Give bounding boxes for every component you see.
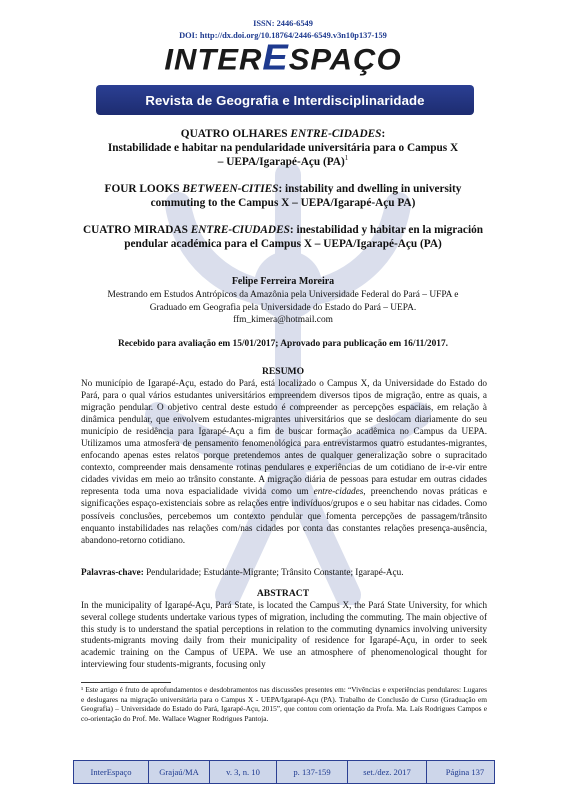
footnote: ¹ Este artigo é fruto de aprofundamentos e desdobramentos nas discussões presentes em: “Vivências e experiências pendulares: Lugares e deslugares na migração universitária para o Campus X - UEPA/Igarapé-Açu (PA). Trabalho de Conclusão de Curso (Graduação em Geografia) – Universidade do Estado do Pará, Igarapé-Açu, 2015”, que contou com orientação da Profa. Ma. Laís Rodrigues Campos e co-orientação do Prof. Me. Wallace Wagner Rodrigues Pantoja.: [81, 685, 487, 724]
footer-period: set./dez. 2017: [348, 761, 427, 783]
author-email[interactable]: ffm_kimera@hotmail.com: [233, 315, 333, 326]
footnote-marker[interactable]: 1: [344, 154, 349, 163]
title-portuguese: QUATRO OLHARES ENTRE-CIDADES: Instabilidade e habitar na pendularidade universitária para o Campus X – UEPA/Igarapé-Açu (PA)$^1$: [107, 128, 459, 168]
abstract-heading: ABSTRACT: [256, 588, 310, 599]
abstract-text: In the municipality of Igarapé-Açu, Pará State, is located the Campus X, the Pará State University, for which several college students undertake various types of migration, including the commuting. The main objective of this study is to understand the spatial perceptions in relation to the commuting dynamics involving university students-migrants moving daily from their municipality of residence for Igarapé-Açu, in order to seek academic training on the Campus of UEPA. We use an atmosphere of phenomenological thought for interviewing four students-migrants, focusing only: [81, 600, 487, 669]
footer-volume: v. 3, n. 10: [210, 761, 277, 783]
author-name: Felipe Ferreira Moreira: [231, 276, 335, 287]
logo-wordmark: INTERESPAÇO: [164, 37, 402, 78]
resumo-heading: RESUMO: [261, 366, 305, 377]
footnote-divider: [81, 682, 171, 683]
resumo-text: No município de Igarapé-Açu, estado do Pará, está localizado o Campus X, da Universidade do Estado do Pará, para o qual vários estudantes universitários empreendem diversos tipos de migração, entre as quais, a migração pendular. O objetivo central deste estudo é compreender as percepções espaciais, em relação à dinâmica pendular, que envolvem estudantes-migrantes universitários que se deslocam diariamente do seu município de residência para Igarapé-Açu a fim de buscar formação acadêmica no Campus da UEPA. Utilizamos uma atmosfera de pensamento fenomenológica para entrevistarmos quatro estudantes-migrantes, enfocando apenas estes relatos porque pretendemos antes de qualquer generalização sobre o supracitado contexto, compreender mais densamente rotinas pendulares e experiências de um cotidiano de ir-e-vir entre cidades vividas em meio ao trânsito constante. A migração diária de pessoas para estudar em outras cidades representa toda uma nova espacialidade vivida como um entre-cidades, preenchendo novas práticas e significações espaço-existenciais sobre as relações entre indivíduos/grupos e o seu habitar nas cidades. Como possíveis conclusões, percebemos um contexto pendular que fomenta percepções de passagem/trânsito enquanto instabilidades nas relações com/nas cidades por conta das constantes relações presença-ausência, abandono-retorno cotidiano.: [81, 378, 487, 545]
footer-city: Grajaú/MA: [149, 761, 210, 783]
submission-dates: Recebido para avaliação em 15/01/2017; Aprovado para publicação em 16/11/2017.: [117, 339, 449, 349]
footer-journal: InterEspaço: [74, 761, 149, 783]
author-affiliation: Mestrando em Estudos Antrópicos da Amazônia pela Universidade Federal do Pará – UFPA e Graduado em Geografia pela Universidade do Estado do Pará – UEPA. ffm_kimera@hotmail.com: [88, 289, 478, 327]
title-spanish: CUATRO MIRADAS ENTRE-CIUDADES: inestabilidad y habitar en la migración pendular académica para el Campus X – UEPA/Igarapé-Açu (PA): [82, 224, 484, 250]
footer-page-number: Página 137: [445, 767, 485, 777]
journal-banner: Revista de Geografia e Interdisciplinaridade: [96, 85, 474, 115]
issn: ISSN: 2446-6549: [253, 19, 313, 28]
journal-logo: [80, 37, 486, 78]
title-english: FOUR LOOKS BETWEEN-CITIES: instability and dwelling in university commuting to the Campus X – UEPA/Igarapé-Açu PA): [104, 183, 462, 209]
footer-pages: p. 137-159: [277, 761, 348, 783]
doi-link[interactable]: DOI: http://dx.doi.org/10.18764/2446-6549.v3n10p137-159: [179, 31, 387, 40]
page-footer: [73, 760, 495, 784]
keywords: Palavras-chave: Pendularidade; Estudante-Migrante; Trânsito Constante; Igarapé-Açu.: [81, 567, 404, 577]
